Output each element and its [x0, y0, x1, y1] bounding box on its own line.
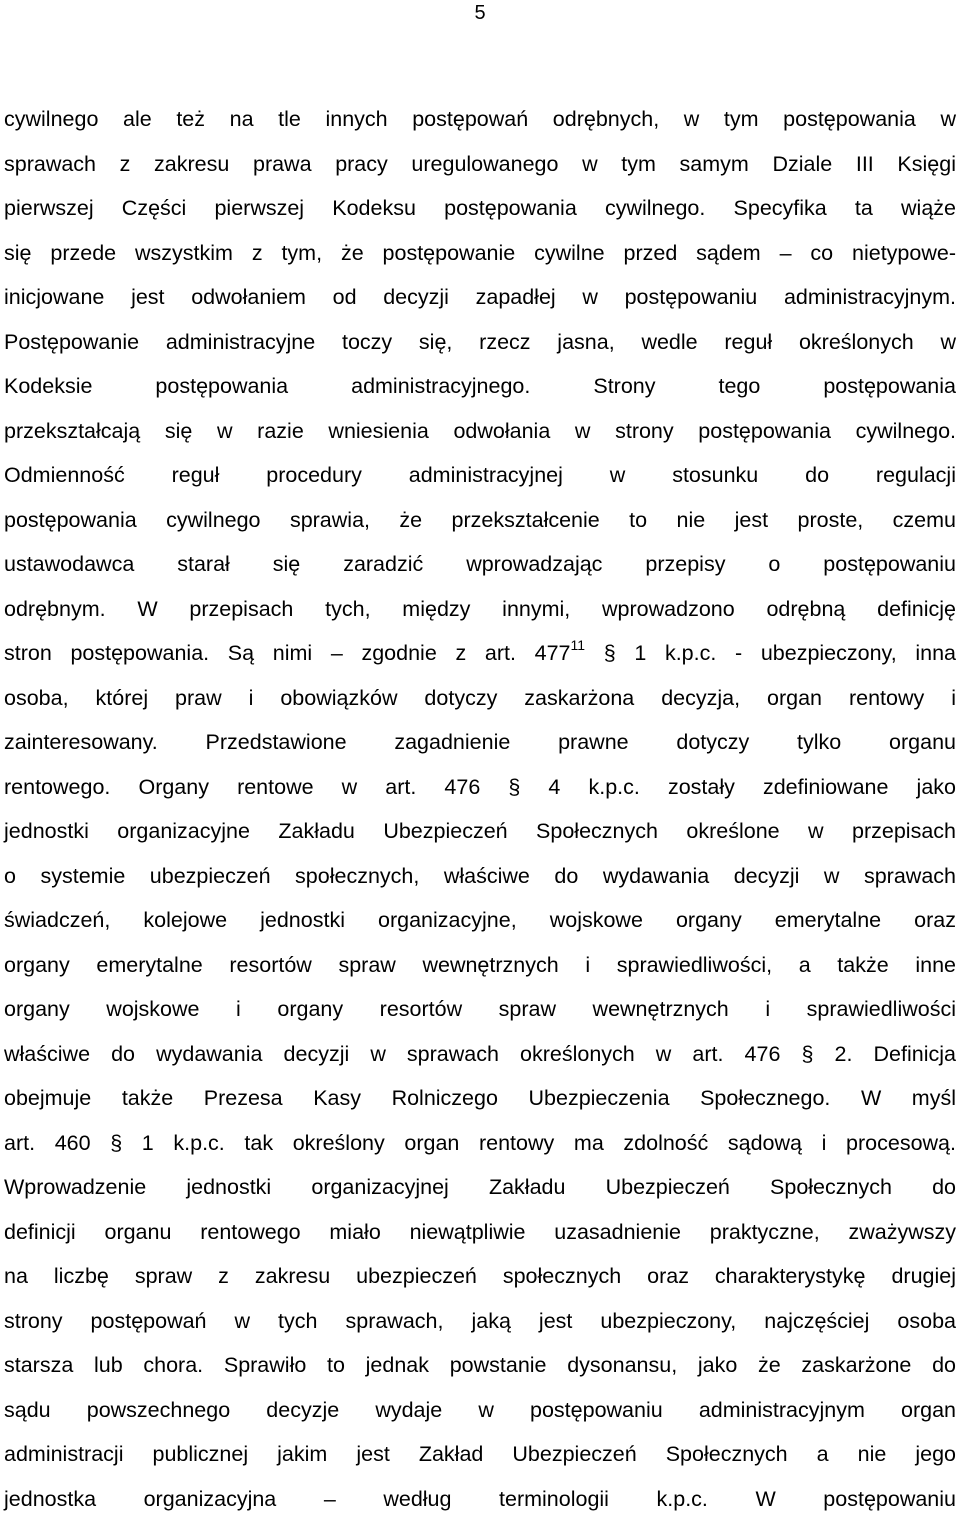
text-line: Odmienność reguł procedury administracyjnej w stosunku do regulacji	[4, 463, 956, 487]
page-number: 5	[474, 2, 486, 24]
text-line: na liczbę spraw z zakresu ubezpieczeń społecznych oraz charakterystykę drugiej	[4, 1264, 956, 1288]
text-line: inicjowane jest odwołaniem od decyzji zapadłej w postępowaniu administracyjnym.	[4, 285, 956, 309]
text-line: postępowania cywilnego sprawia, że przekształcenie to nie jest proste, czemu	[4, 507, 956, 532]
text-line: Kodeksie postępowania administracyjnego. Strony tego postępowania	[4, 374, 956, 398]
text-line: jednostki organizacyjne Zakładu Ubezpieczeń Społecznych określone w przepisach	[4, 819, 956, 843]
text-line: definicji organu rentowego miało niewątpliwie uzasadnienie praktyczne, zważywszy	[4, 1219, 956, 1244]
text-line: obejmuje także Prezesa Kasy Rolniczego Ubezpieczenia Społecznego. W myśl	[4, 1086, 956, 1110]
text-line: przekształcają się w razie wniesienia odwołania w strony postępowania cywilnego.	[4, 418, 956, 443]
text-line: osoba, której praw i obowiązków dotyczy zaskarżona decyzja, organ rentowy i	[4, 685, 956, 710]
text-line: organy wojskowe i organy resortów spraw wewnętrznych i sprawiedliwości	[4, 997, 956, 1021]
text-line: strony postępowań w tych sprawach, jaką jest ubezpieczony, najczęściej osoba	[4, 1308, 956, 1333]
text-line: zainteresowany. Przedstawione zagadnienie prawne dotyczy tylko organu	[4, 730, 956, 754]
line-text-after-superscript: § 1 k.p.c. - ubezpieczony, inna	[585, 641, 956, 665]
text-line: świadczeń, kolejowe jednostki organizacyjne, wojskowe organy emerytalne oraz	[4, 908, 956, 932]
text-line: sądu powszechnego decyzje wydaje w postępowaniu administracyjnym organ	[4, 1397, 956, 1422]
text-line: pierwszej Części pierwszej Kodeksu postępowania cywilnego. Specyfika ta wiąże	[4, 196, 956, 220]
line-text-before-superscript: stron postępowania. Są nimi – zgodnie z art. 477	[4, 641, 571, 665]
text-line: o systemie ubezpieczeń społecznych, właściwe do wydawania decyzji w sprawach	[4, 863, 956, 888]
text-line: cywilnego ale też na tle innych postępowań odrębnych, w tym postępowania w	[4, 107, 956, 131]
text-line: Wprowadzenie jednostki organizacyjnej Zakładu Ubezpieczeń Społecznych do	[4, 1175, 956, 1199]
text-line: rentowego. Organy rentowe w art. 476 § 4 k.p.c. zostały zdefiniowane jako	[4, 774, 956, 799]
text-line: starsza lub chora. Sprawiło to jednak powstanie dysonansu, jako że zaskarżone do	[4, 1353, 956, 1377]
text-line: jednostka organizacyjna – według terminologii k.p.c. W postępowaniu	[4, 1486, 956, 1511]
text-line: administracji publicznej jakim jest Zakład Ubezpieczeń Społecznych a nie jego	[4, 1442, 956, 1466]
text-line-with-superscript	[4, 631, 956, 675]
text-line: właściwe do wydawania decyzji w sprawach określonych w art. 476 § 2. Definicja	[4, 1041, 956, 1066]
text-line: odrębnym. W przepisach tych, między innymi, wprowadzono odrębną definicję	[4, 596, 956, 621]
text-line: art. 460 § 1 k.p.c. tak określony organ rentowy ma zdolność sądową i procesową.	[4, 1130, 956, 1155]
text-line: organy emerytalne resortów spraw wewnętrznych i sprawiedliwości, a także inne	[4, 952, 956, 977]
text-line: ustawodawca starał się zaradzić wprowadzając przepisy o postępowaniu	[4, 552, 956, 576]
text-line: sprawach z zakresu prawa pracy uregulowanego w tym samym Dziale III Księgi	[4, 151, 956, 176]
text-line: Postępowanie administracyjne toczy się, rzecz jasna, wedle reguł określonych w	[4, 329, 956, 354]
article-superscript: 11	[570, 637, 586, 653]
text-line: się przede wszystkim z tym, że postępowanie cywilne przed sądem – co nietypowe-	[4, 240, 956, 265]
